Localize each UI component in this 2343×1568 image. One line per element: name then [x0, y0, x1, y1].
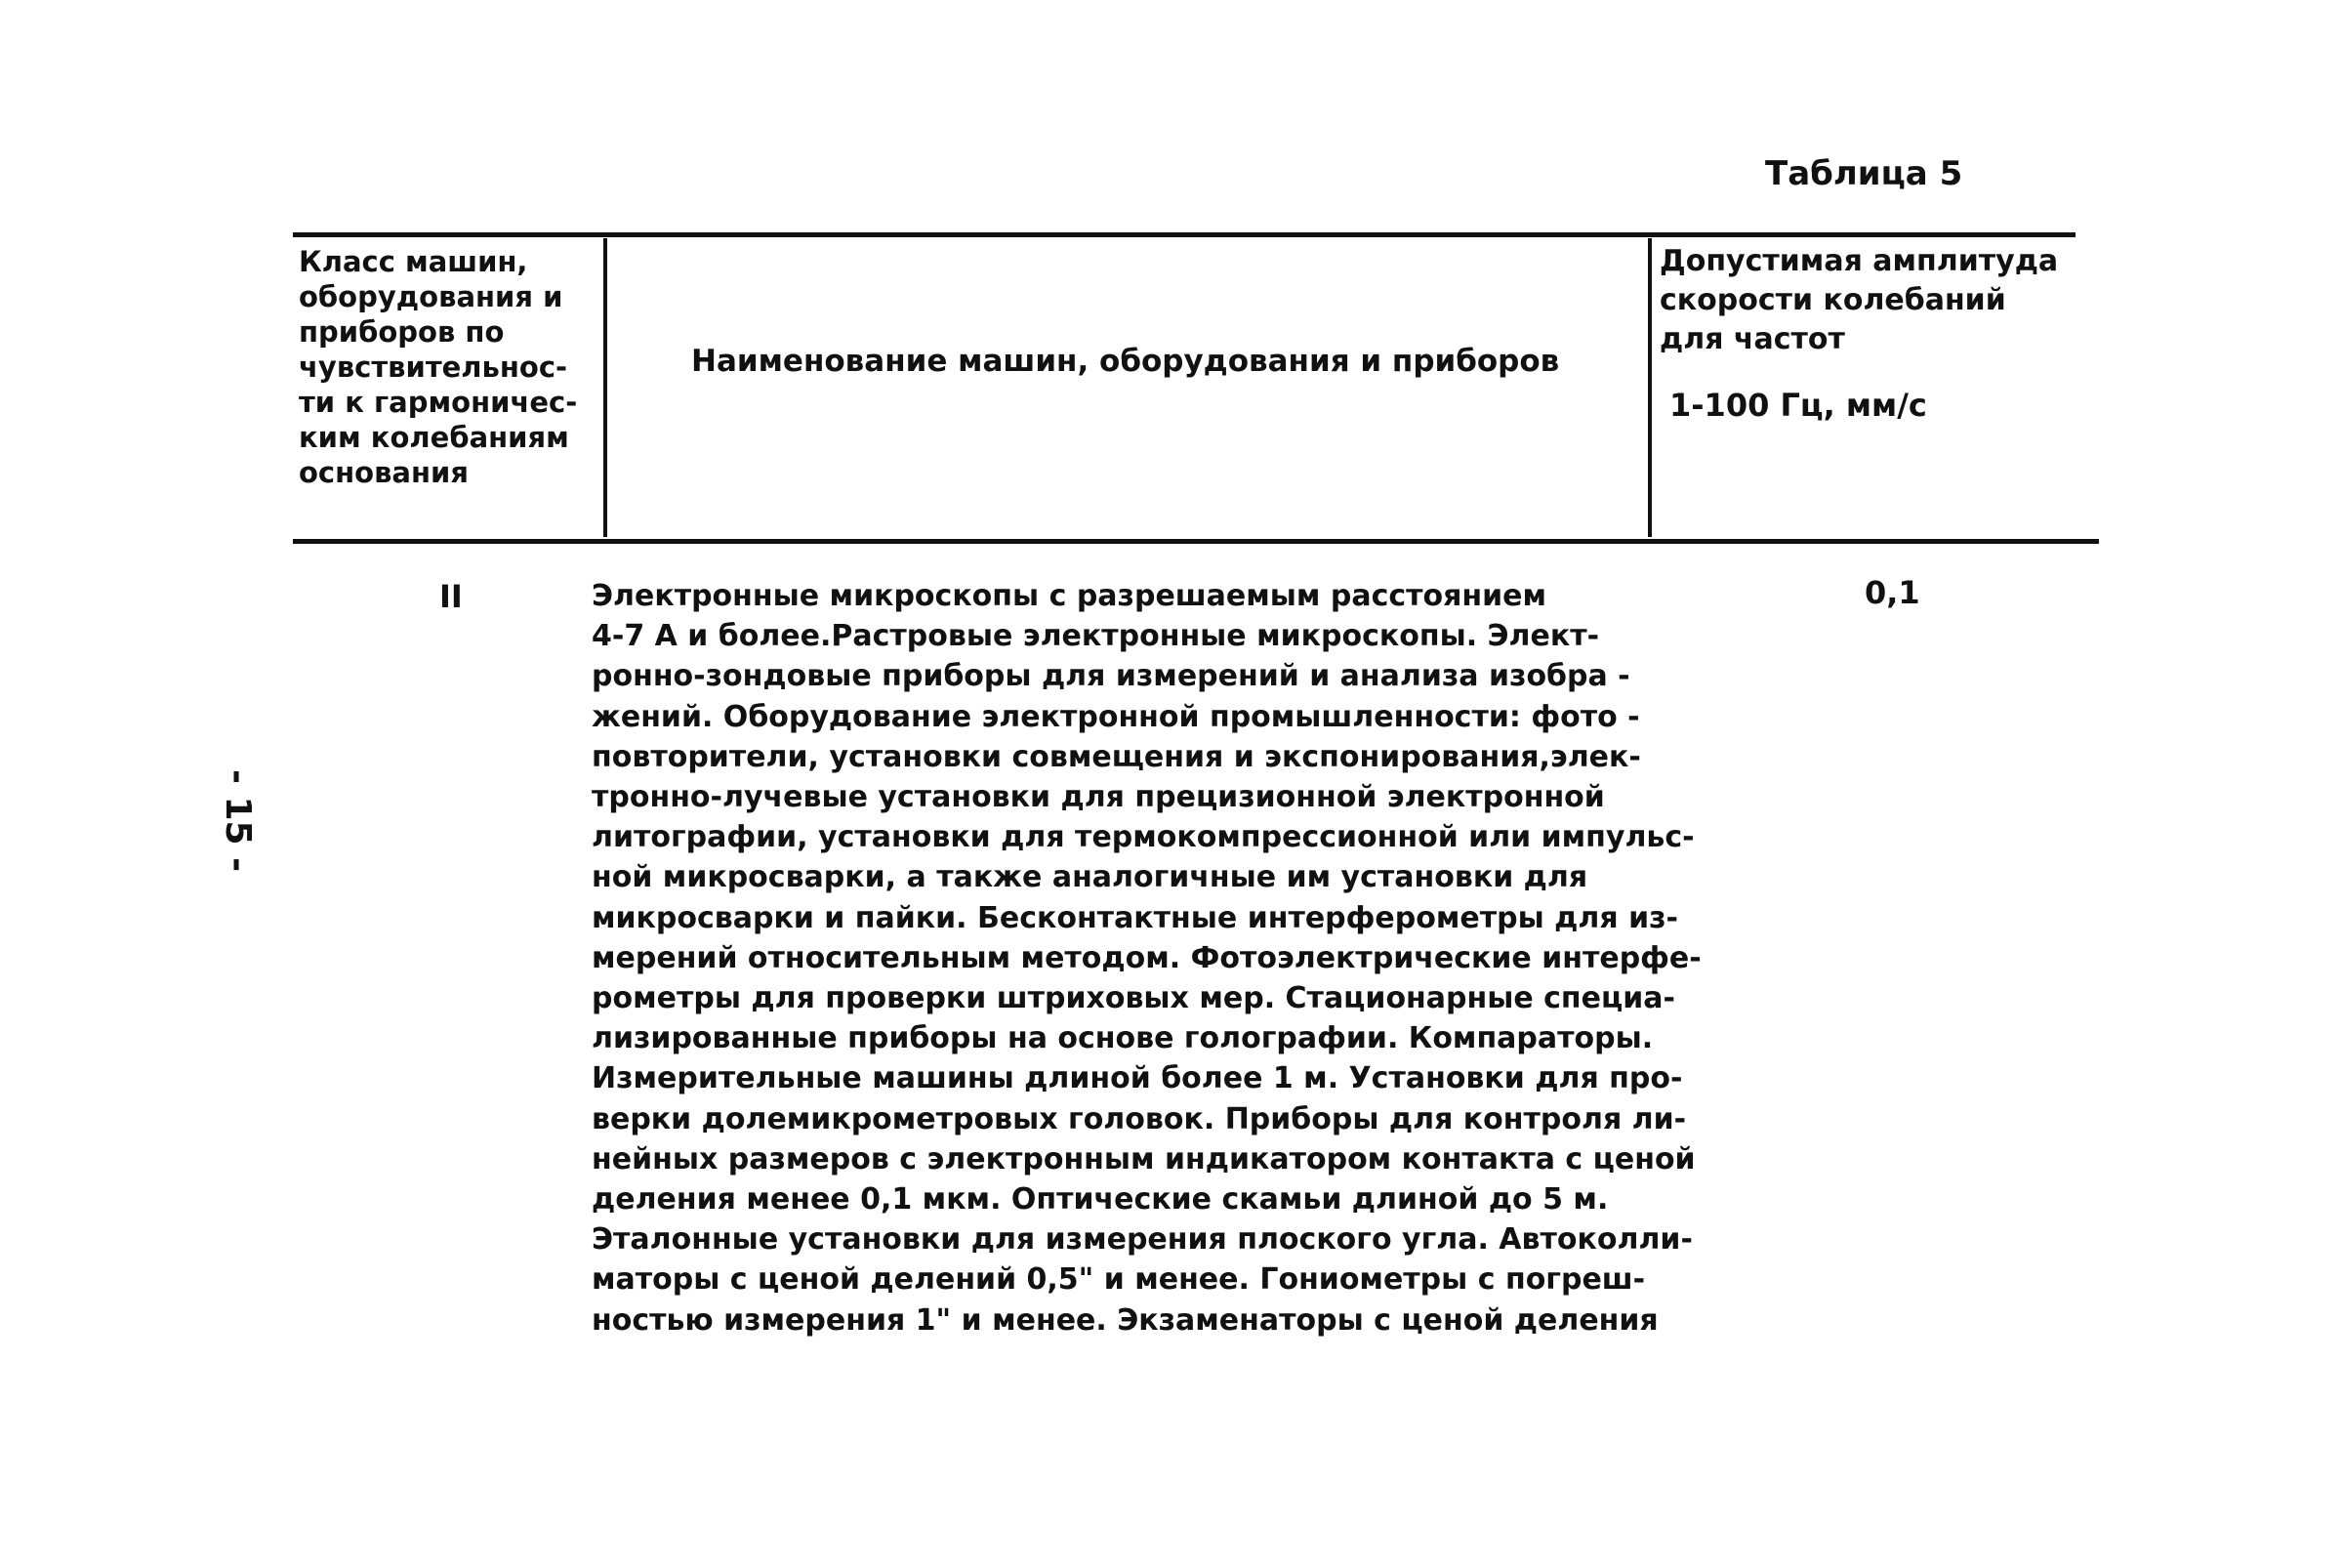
- description-line: литографии, установки для термокомпрессионной или импульс-: [592, 820, 1695, 855]
- description-line: жений. Оборудование электронной промышленности: фото -: [592, 699, 1640, 734]
- description-line: лизированные приборы на основе голографии. Компараторы.: [592, 1021, 1654, 1056]
- column-divider-2: [1648, 238, 1652, 537]
- description-line: тронно-лучевые установки для прецизионной электронной: [592, 780, 1605, 815]
- description-line: маторы с ценой делений 0,5" и менее. Гониометры с погреш-: [592, 1262, 1646, 1298]
- row-amplitude-value: 0,1: [1865, 574, 1920, 611]
- header-name-column: Наименование машин, оборудования и приборов: [691, 344, 1560, 379]
- description-line: нейных размеров с электронным индикатором контакта с ценой: [592, 1141, 1696, 1176]
- page-number-text: - 15 -: [218, 768, 259, 872]
- description-line: Эталонные установки для измерения плоского угла. Автоколли-: [592, 1222, 1693, 1258]
- description-line: микросварки и пайки. Бесконтактные интерферометры для из-: [592, 900, 1678, 935]
- description-line: Измерительные машины длиной более 1 м. Установки для про-: [592, 1061, 1683, 1096]
- table-label: Таблица 5: [1765, 154, 1963, 193]
- description-line: мерений относительным методом. Фотоэлектрические интерфе-: [592, 940, 1702, 975]
- table-top-rule: [293, 232, 2076, 237]
- page-number: [209, 752, 267, 888]
- description-line: ной микросварки, а также аналогичные им установки для: [592, 860, 1588, 895]
- description-line: Электронные микроскопы с разрешаемым расстоянием: [592, 579, 1547, 613]
- description-line: верки долемикрометровых головок. Приборы для контроля ли-: [592, 1101, 1687, 1136]
- description-line: ронно-зондовые приборы для измерений и анализа изобра -: [592, 659, 1630, 694]
- header-class-column: Класс машин, оборудования и приборов по чувствительнос- ти к гармоничес- ким колебаниям основания: [299, 245, 578, 489]
- header-frequency-range: 1-100 Гц, мм/с: [1669, 387, 1927, 424]
- column-divider-1: [603, 238, 607, 537]
- description-line: деления менее 0,1 мкм. Оптические скамьи длиной до 5 м.: [592, 1182, 1609, 1217]
- row-class-value: II: [439, 578, 463, 615]
- description-line: рометры для проверки штриховых мер. Стационарные специа-: [592, 981, 1675, 1016]
- table-header-bottom-rule: [293, 539, 2099, 544]
- description-line: ностью измерения 1" и менее. Экзаменаторы с ценой деления: [592, 1302, 1659, 1338]
- description-line: 4-7 А и более.Растровые электронные микроскопы. Элект-: [592, 619, 1600, 654]
- row-description: [592, 576, 1744, 1341]
- header-amplitude-column: Допустимая амплитуда скорости колебаний для частот: [1660, 244, 2059, 356]
- description-line: повторители, установки совмещения и экспонирования,элек-: [592, 739, 1641, 774]
